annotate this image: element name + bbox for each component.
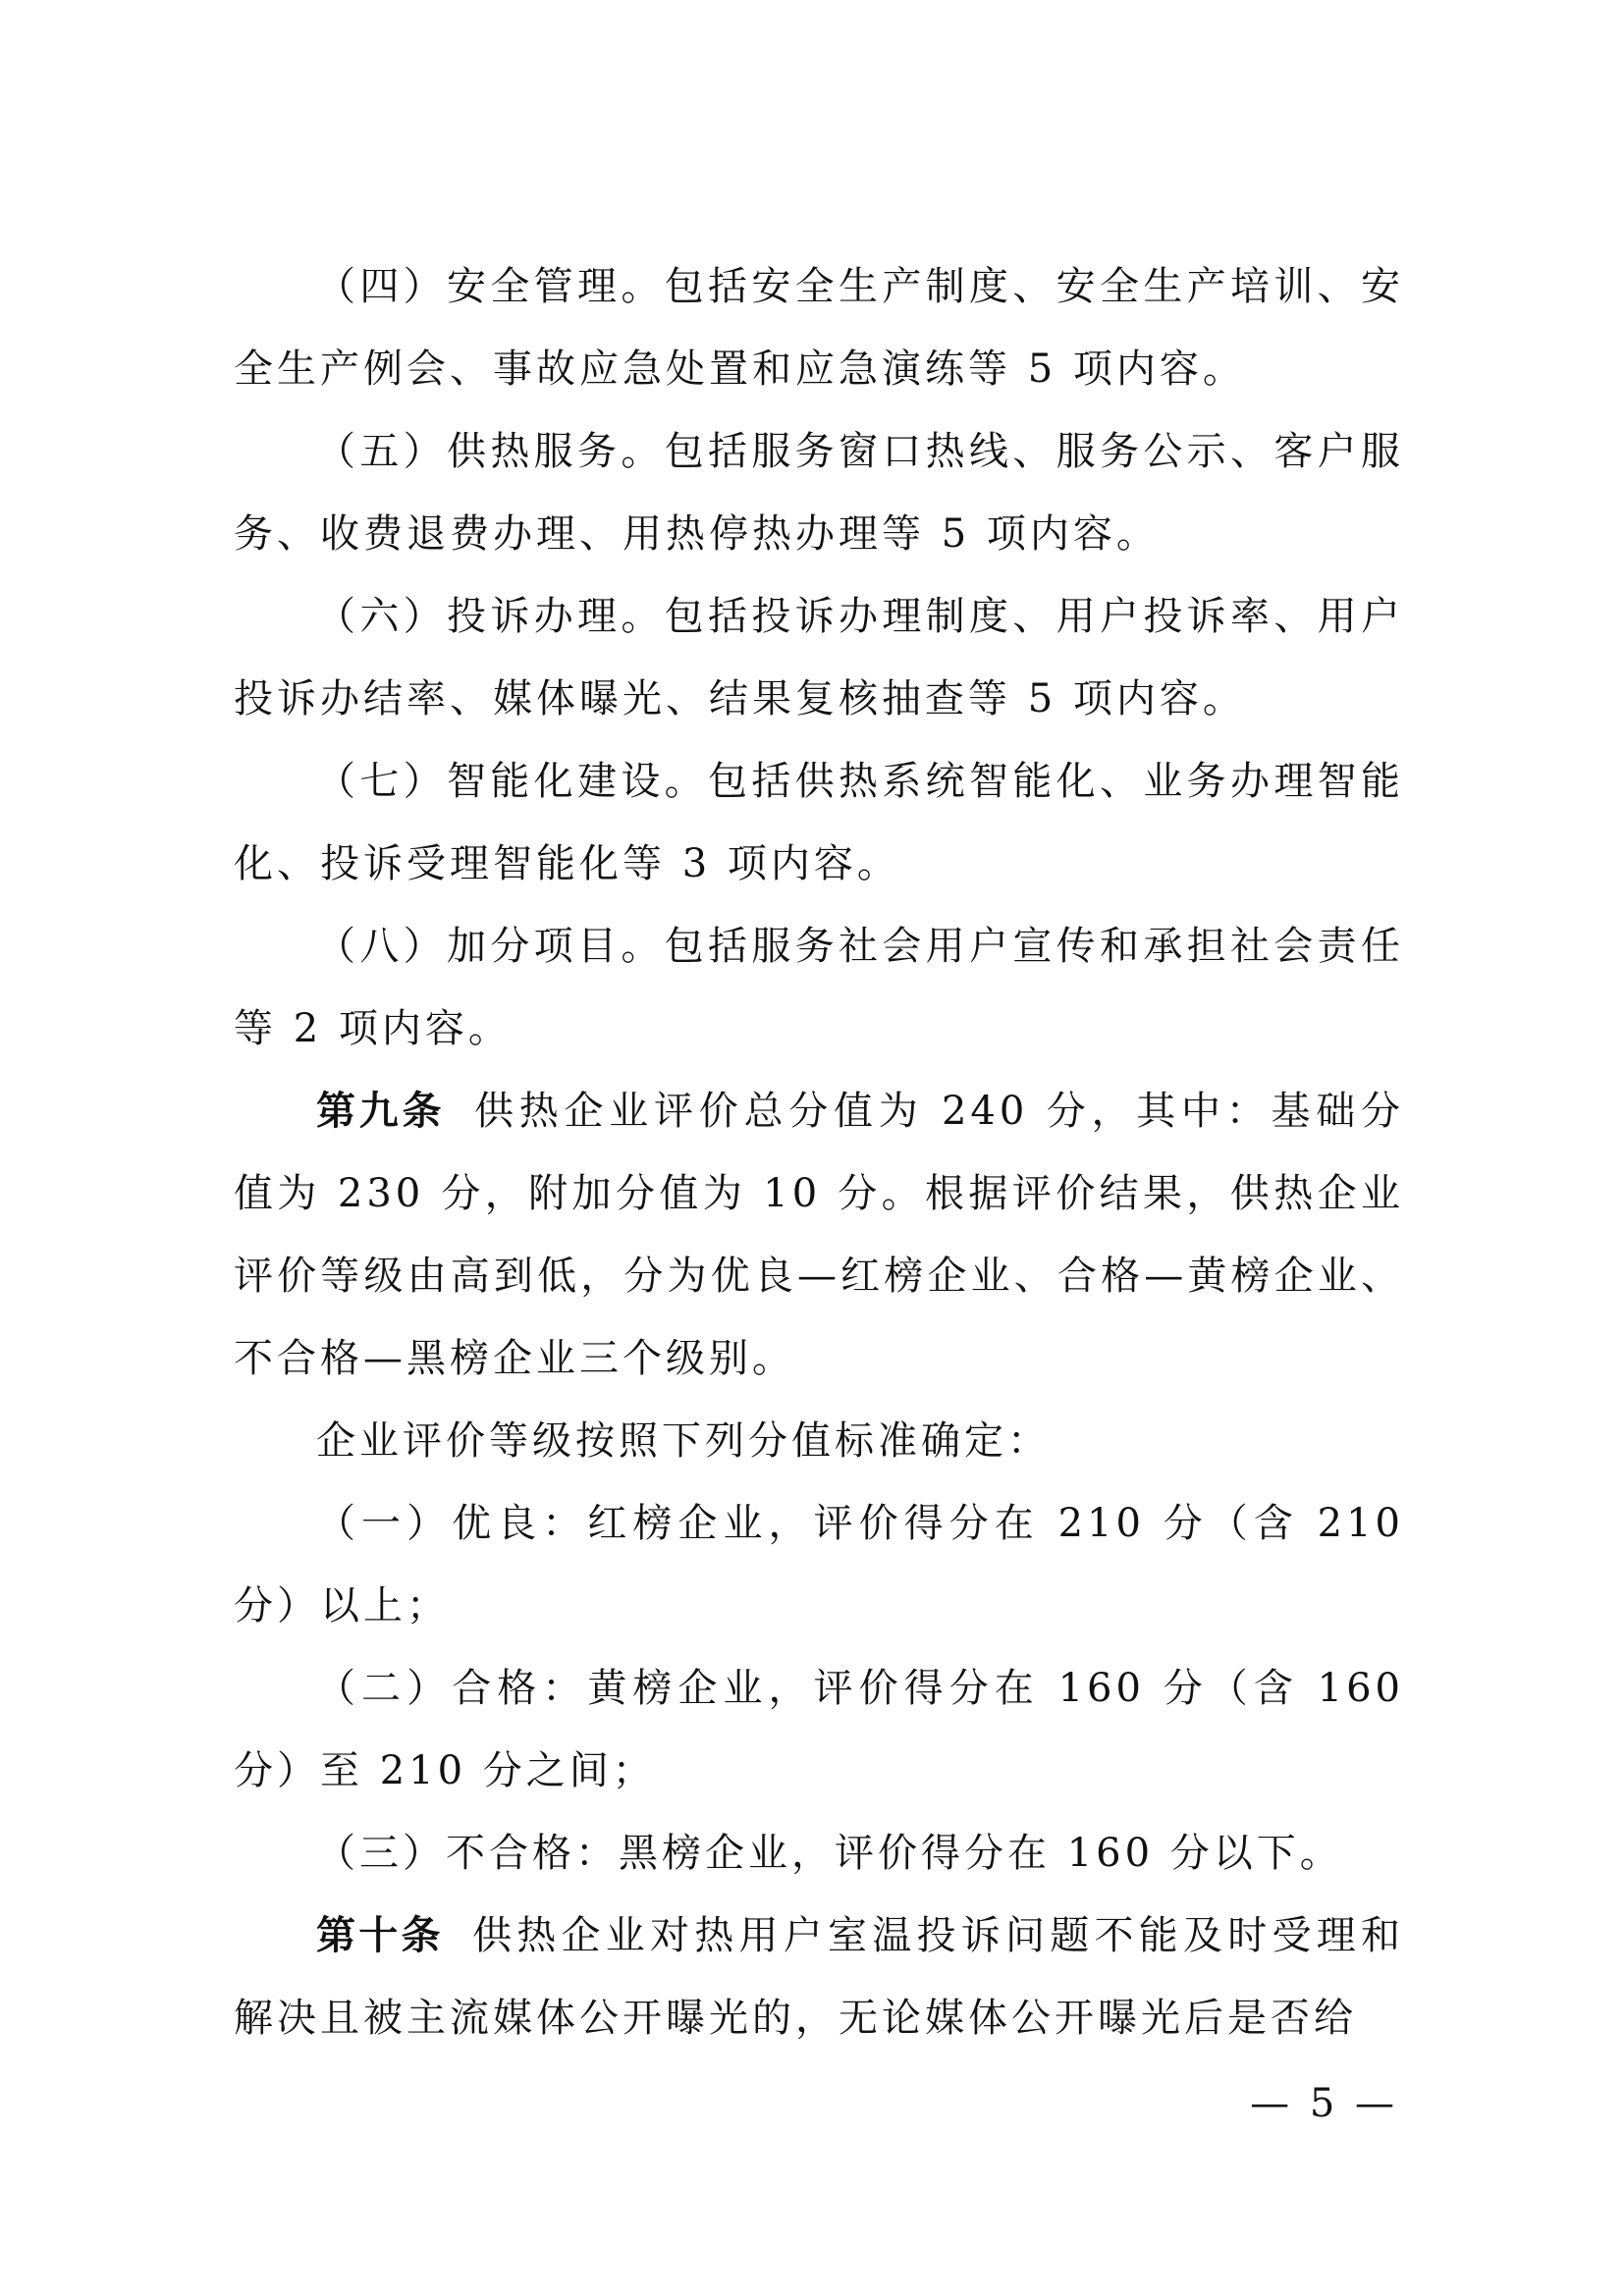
- paragraph-grade-qualified: [234, 1647, 1404, 1812]
- document-body: [234, 245, 1404, 2059]
- paragraph-safety-management: [234, 245, 1404, 410]
- paragraph-text: 企业评价等级按照下列分值标准确定：: [316, 1418, 1051, 1464]
- paragraph-text: （七）智能化建设。包括供热系统智能化、业务办理智能化、投诉受理智能化等 3 项内容。: [234, 759, 1404, 886]
- paragraph-text: （六）投诉办理。包括投诉办理制度、用户投诉率、用户投诉办结率、媒体曝光、结果复核抽查等 5 项内容。: [234, 594, 1404, 721]
- article-ten-paragraph: [234, 1895, 1404, 2059]
- paragraph-text: （三）不合格：黑榜企业，评价得分在 160 分以下。: [316, 1831, 1343, 1876]
- paragraph-text: （四）安全管理。包括安全生产制度、安全生产培训、安全生产例会、事故应急处置和应急演练等 5 项内容。: [234, 264, 1404, 392]
- page-number: — 5 —: [1250, 2081, 1398, 2126]
- paragraph-bonus-items: [234, 905, 1404, 1070]
- paragraph-text: 供热企业评价总分值为 240 分，其中：基础分值为 230 分，附加分值为 10 分。根据评价结果，供热企业评价等级由高到低，分为优良—红榜企业、合格—黄榜企业、不合格—黑榜企业三个级别。: [234, 1089, 1404, 1381]
- paragraph-grading-intro: [234, 1400, 1404, 1482]
- article-ten-label: 第十条: [316, 1912, 444, 1958]
- paragraph-intelligent-construction: [234, 740, 1404, 905]
- article-nine-paragraph: [234, 1070, 1404, 1400]
- paragraph-text: （八）加分项目。包括服务社会用户宣传和承担社会责任等 2 项内容。: [234, 924, 1404, 1051]
- paragraph-text: （一）优良：红榜企业，评价得分在 210 分（含 210 分）以上；: [234, 1501, 1404, 1629]
- paragraph-grade-excellent: [234, 1482, 1404, 1647]
- paragraph-complaint-handling: [234, 575, 1404, 740]
- paragraph-grade-unqualified: [234, 1812, 1404, 1895]
- paragraph-heating-service: [234, 410, 1404, 575]
- paragraph-text: 供热企业对热用户室温投诉问题不能及时受理和解决且被主流媒体公开曝光的，无论媒体公开曝光后是否给: [234, 1913, 1404, 2041]
- paragraph-text: （二）合格：黄榜企业，评价得分在 160 分（含 160 分）至 210 分之间；: [234, 1666, 1404, 1793]
- article-nine-label: 第九条: [316, 1088, 446, 1134]
- paragraph-text: （五）供热服务。包括服务窗口热线、服务公示、客户服务、收费退费办理、用热停热办理等 5 项内容。: [234, 429, 1404, 557]
